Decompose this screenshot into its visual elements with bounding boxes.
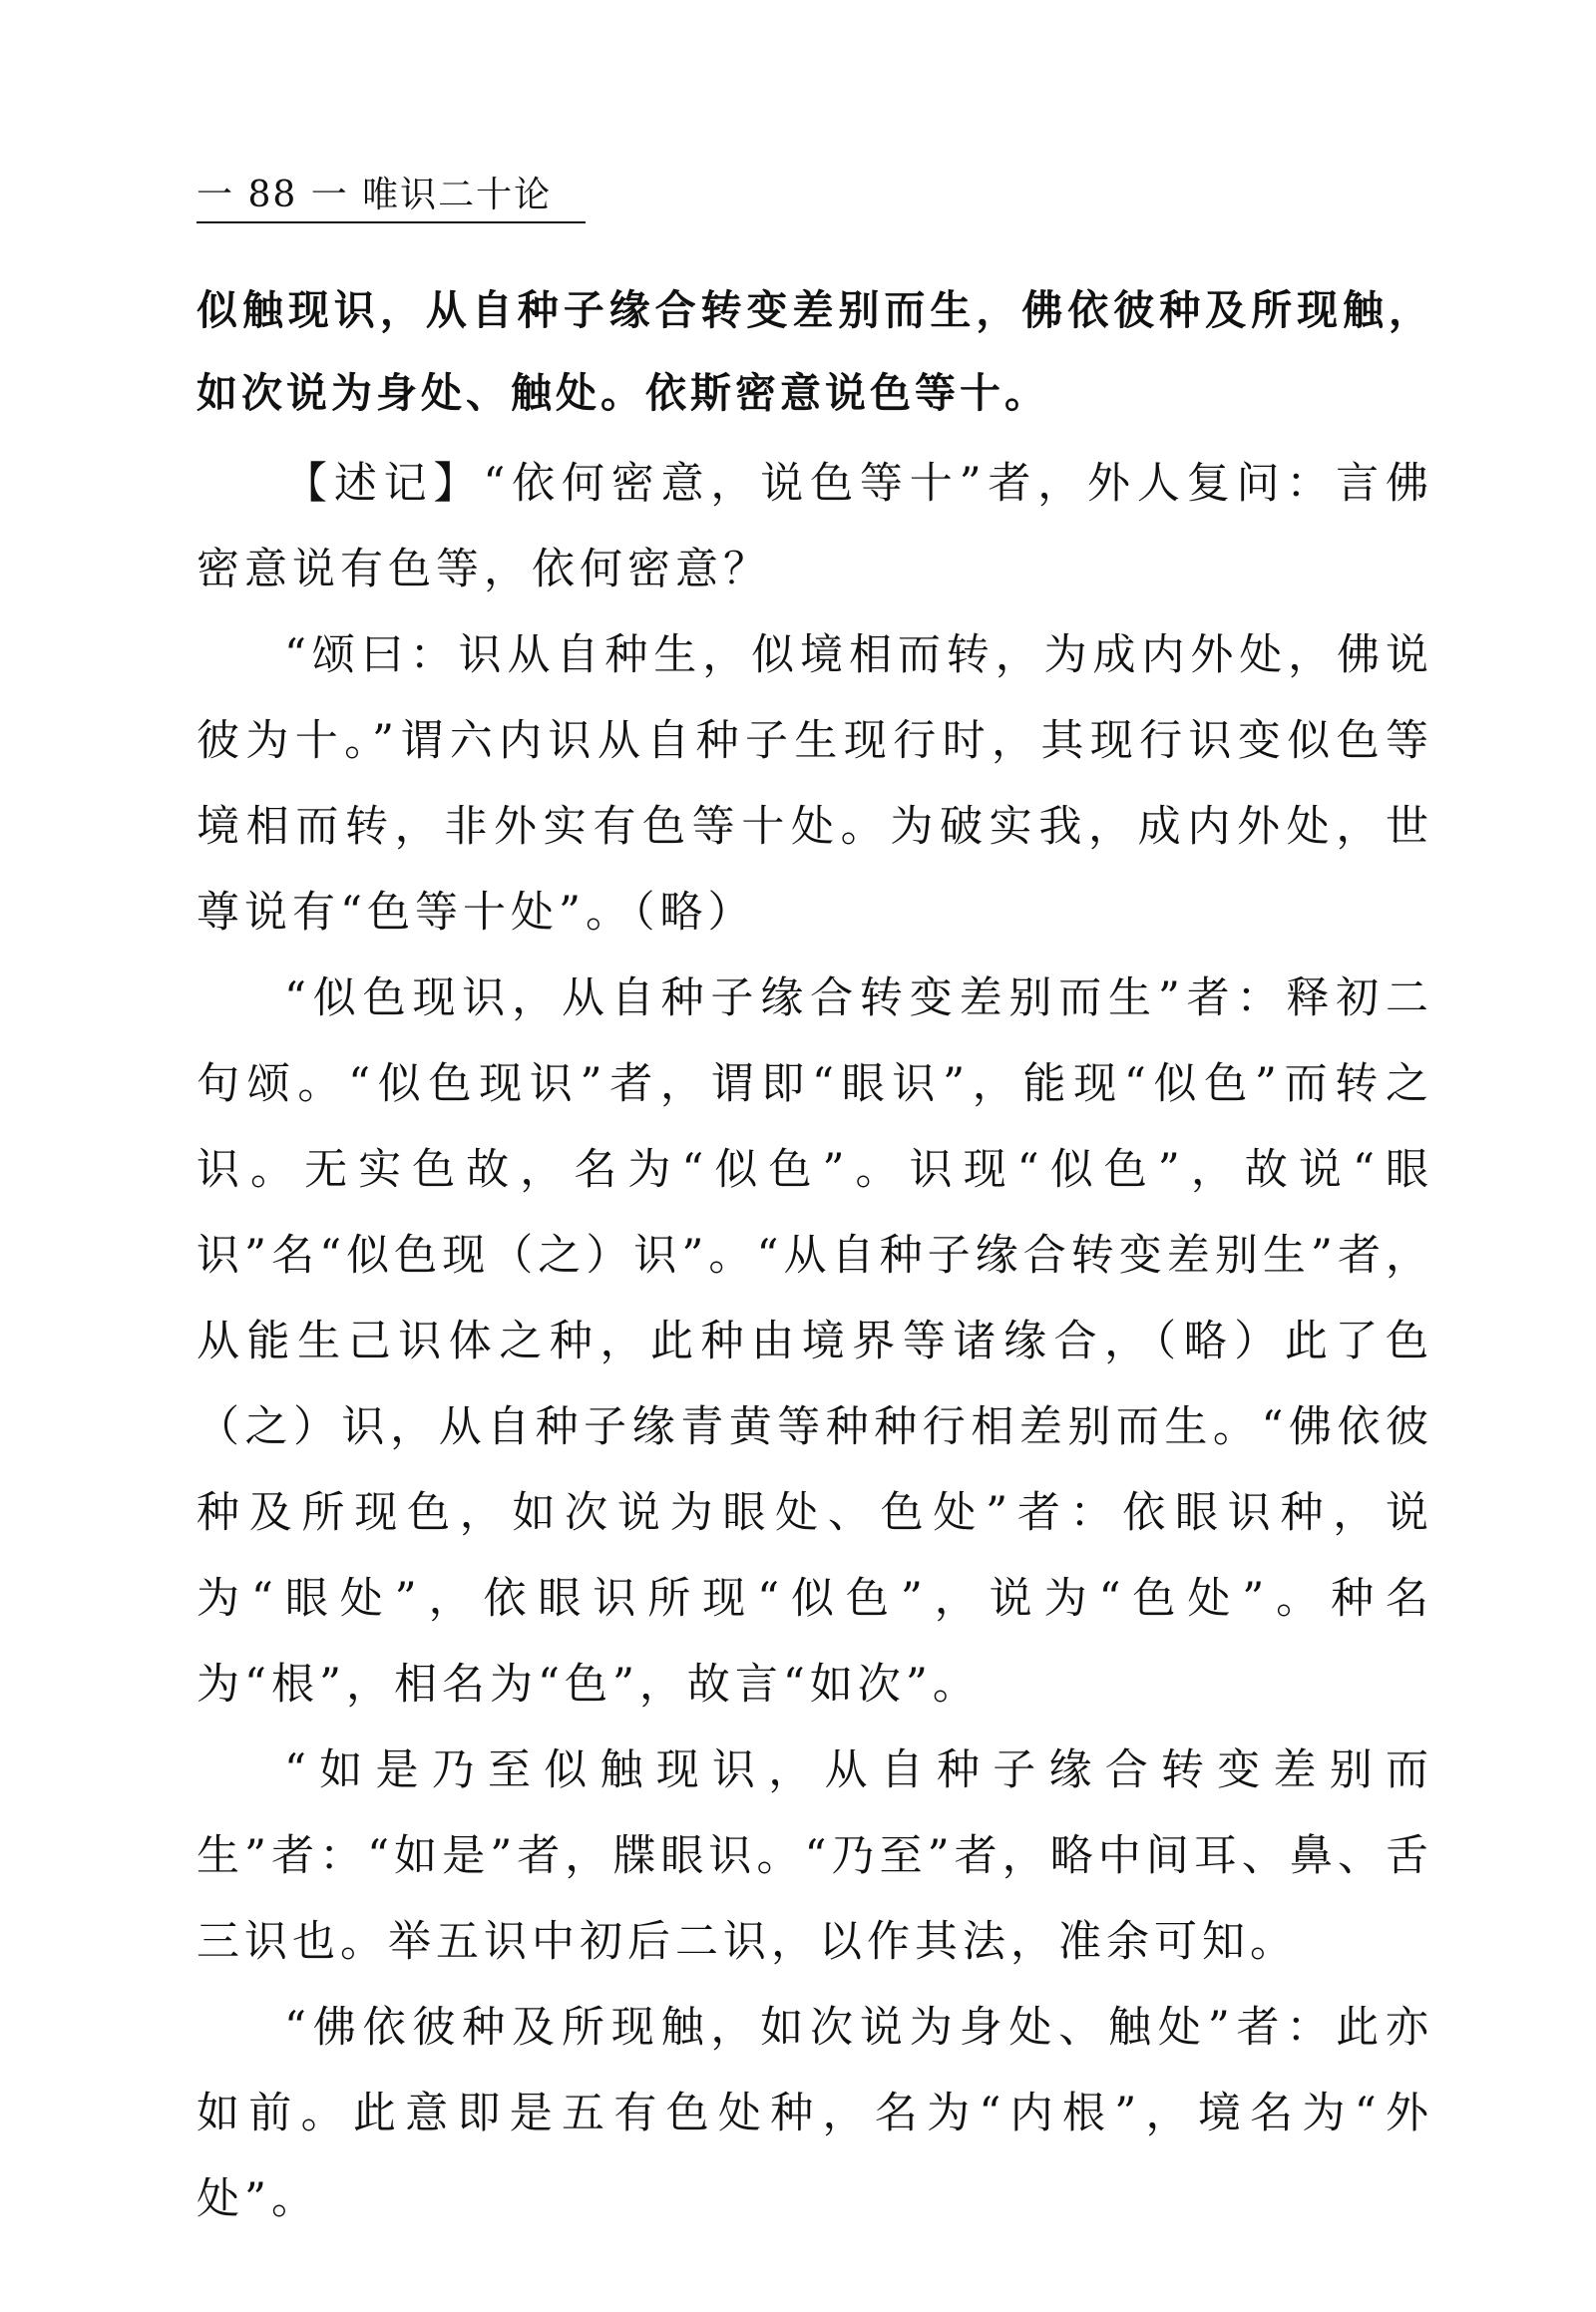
commentary-paragraph-2: “颂曰：识从自种生，似境相而转，为成内外处，佛说彼为十。”谓六内识从自种子生现行时，其现行识变似色等境相而转，非外实有色等十处。为破实我，成内外处，世尊说有“色等十处”。（略） [197,630,1433,938]
page-body [197,269,1433,2242]
commentary-paragraph-1-text: “依何密意，说色等十”者，外人复问：言佛密意说有色等，依何密意？ [197,459,1433,594]
root-text: 似触现识，从自种子缘合转变差别而生，佛依彼种及所现触，如次说为身处、触处。依斯密意说色等十。 [197,286,1433,417]
running-header: 一 88 一 唯识二十论 [197,170,586,223]
commentary-label: 【述记】 [284,459,484,509]
commentary-paragraph-5: “佛依彼种及所现触，如次说为身处、触处”者：此亦如前。此意即是五有色处种，名为“内根”，境名为“外处”。 [197,2003,1433,2224]
commentary-paragraph-1 [197,441,1433,612]
commentary-paragraph-4: “如是乃至似触现识，从自种子缘合转变差别而生”者：“如是”者，牒眼识。“乃至”者，略中间耳、鼻、舌三识也。举五识中初后二识，以作其法，准余可知。 [197,1745,1433,1967]
commentary-paragraph-3: “似色现识，从自种子缘合转变差别而生”者：释初二句颂。“似色现识”者，谓即“眼识”，能现“似色”而转之识。无实色故，名为“似色”。识现“似色”，故说“眼识”名“似色现（之）识”。“从自种子缘合转变差别生”者，从能生己识体之种，此种由境界等诸缘合，（略）此了色（之）识，从自种子缘青黄等种种行相差别而生。“佛依彼种及所现色，如次说为眼处、色处”者：依眼识种，说为“眼处”，依眼识所现“似色”，说为“色处”。种名为“根”，相名为“色”，故言“如次”。 [197,973,1433,1710]
